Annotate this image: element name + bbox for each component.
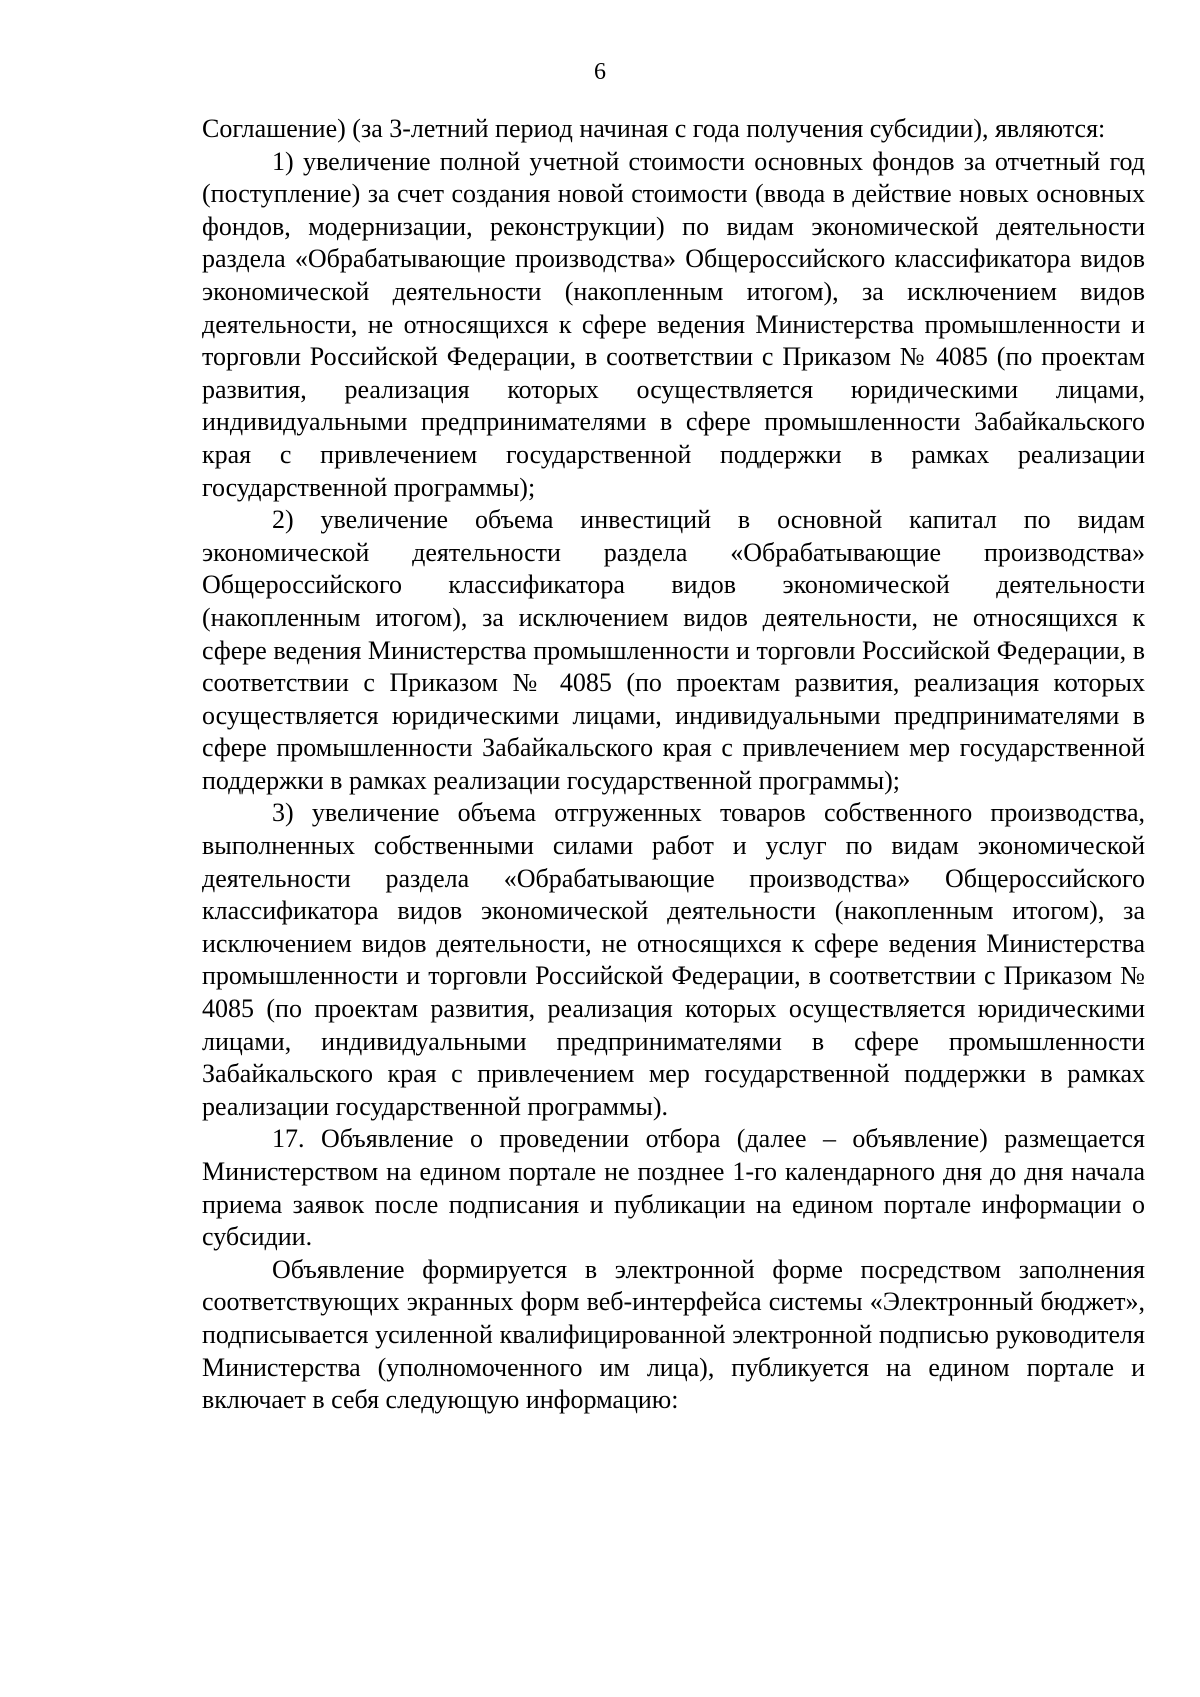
document-body <box>202 113 1145 1417</box>
page-number: 6 <box>594 59 606 85</box>
paragraph-item-1: 1) увеличение полной учетной стоимости основных фондов за отчетный год (поступление) за счет создания новой стоимости (ввода в действие новых основных фондов, модернизации, реконструкции) по видам экономической деятельности раздела «Обрабатывающие производства» Общероссийского классификатора видов экономической деятельности (накопленным итогом), за исключением видов деятельности, не относящихся к сфере ведения Министерства промышленности и торговли Российской Федерации, в соответствии с Приказом № 4085 (по проектам развития, реализация которых осуществляется юридическими лицами, индивидуальными предпринимателями в сфере промышленности Забайкальского края с привлечением государственной поддержки в рамках реализации государственной программы); <box>202 146 1145 502</box>
paragraph-continuation: Соглашение) (за 3-летний период начиная с года получения субсидии), являются: <box>202 114 1106 143</box>
paragraph-clause-17: 17. Объявление о проведении отбора (далее – объявление) размещается Министерством на едином портале не позднее 1-го календарного дня до дня начала приема заявок после подписания и публикации на едином портале информации о субсидии. <box>202 1124 1145 1252</box>
paragraph-item-2: 2) увеличение объема инвестиций в основной капитал по видам экономической деятельности раздела «Обрабатывающие производства» Общероссийского классификатора видов экономической деятельности (накопленным итогом), за исключением видов деятельности, не относящихся к сфере ведения Министерства промышленности и торговли Российской Федерации, в соответствии с Приказом № 4085 (по проектам развития, реализация которых осуществляется юридическими лицами, индивидуальными предпринимателями в сфере промышленности Забайкальского края с привлечением мер государственной поддержки в рамках реализации государственной программы); <box>202 505 1145 795</box>
paragraph-announcement: Объявление формируется в электронной форме посредством заполнения соответствующих экранных форм веб-интерфейса системы «Электронный бюджет», подписывается усиленной квалифицированной электронной подписью руководителя Министерства (уполномоченного им лица), публикуется на едином портале и включает в себя следующую информацию: <box>202 1254 1145 1415</box>
paragraph-item-3: 3) увеличение объема отгруженных товаров собственного производства, выполненных собственными силами работ и услуг по видам экономической деятельности раздела «Обрабатывающие производства» Общероссийского классификатора видов экономической деятельности (накопленным итогом), за исключением видов деятельности, не относящихся к сфере ведения Министерства промышленности и торговли Российской Федерации, в соответствии с Приказом № 4085 (по проектам развития, реализация которых осуществляется юридическими лицами, индивидуальными предпринимателями в сфере промышленности Забайкальского края с привлечением мер государственной поддержки в рамках реализации государственной программы). <box>202 798 1145 1121</box>
